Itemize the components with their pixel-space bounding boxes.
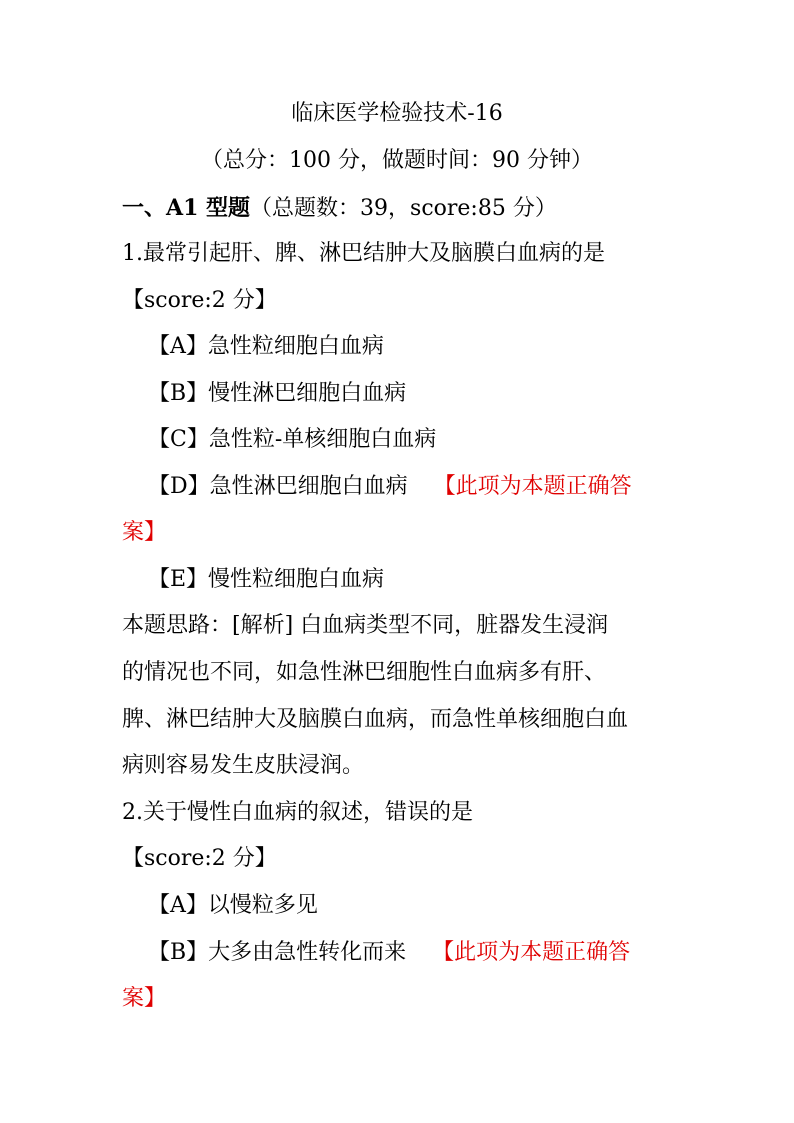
section-label: 一、A1 型题	[122, 195, 251, 221]
question-1-option-d-line	[148, 472, 632, 502]
analysis-line-4: 病则容易发生皮肤浸润。	[122, 753, 365, 778]
question-1-option-c: 【C】急性粒-单核细胞白血病	[148, 427, 437, 452]
analysis-line-2: 的情况也不同，如急性淋巴细胞性白血病多有肝、	[122, 660, 607, 685]
correct-answer-mark: 【此项为本题正确答	[432, 940, 631, 965]
question-1-option-d: 【D】急性淋巴细胞白血病	[148, 474, 408, 499]
question-2-stem: 2.关于慢性白血病的叙述，错误的是	[122, 800, 473, 825]
question-1-option-a: 【A】急性粒细胞白血病	[148, 334, 384, 359]
question-2-score: 【score:2 分】	[122, 846, 277, 871]
page-subtitle: （总分：100 分，做题时间：90 分钟）	[201, 148, 593, 173]
analysis-line-1: 本题思路：[解析] 白血病类型不同，脏器发生浸润	[122, 613, 609, 638]
question-1-option-b: 【B】慢性淋巴细胞白血病	[148, 381, 407, 406]
question-2-option-a: 【A】以慢粒多见	[148, 893, 318, 918]
page-title: 临床医学检验技术-16	[291, 101, 503, 126]
section-heading	[122, 193, 557, 224]
question-2-option-b-line	[148, 938, 630, 968]
question-1-option-e: 【E】慢性粒细胞白血病	[148, 567, 385, 592]
question-2-option-b: 【B】大多由急性转化而来	[148, 940, 407, 965]
question-1-stem: 1.最常引起肝、脾、淋巴结肿大及脑膜白血病的是	[122, 241, 605, 266]
question-1-score: 【score:2 分】	[122, 288, 277, 313]
section-info: （总题数：39，score:85 分）	[250, 196, 557, 221]
correct-answer-mark-cont: 案】	[122, 520, 167, 545]
correct-answer-mark: 【此项为本题正确答	[433, 474, 632, 499]
analysis-line-3: 脾、淋巴结肿大及脑膜白血病，而急性单核细胞白血	[122, 707, 629, 732]
correct-answer-mark-cont: 案】	[122, 986, 167, 1011]
